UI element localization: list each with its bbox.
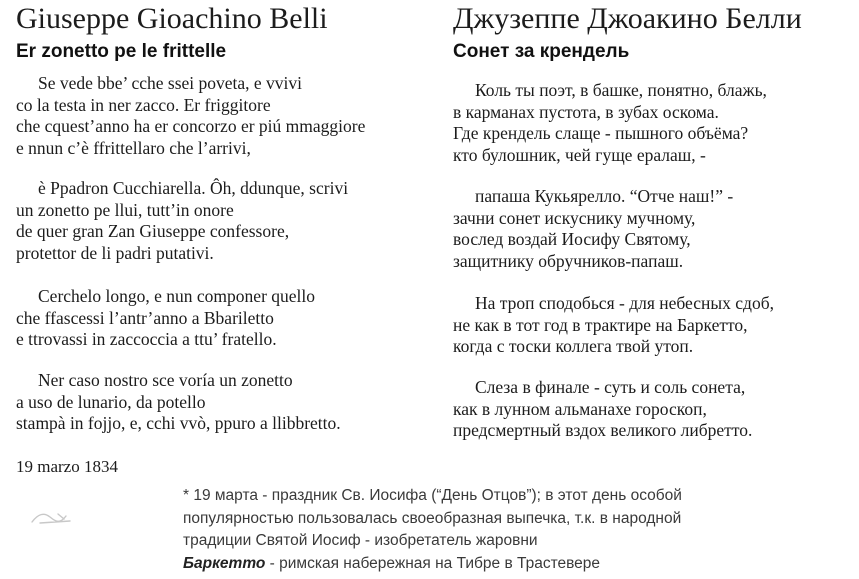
stanza-2-russian [453, 186, 733, 272]
poem-title-russian: Сонет за крендель [453, 41, 630, 62]
stanza-4-russian [453, 377, 752, 442]
poem-line: как в лунном альманахе гороскоп, [453, 398, 707, 419]
poem-line: вослед воздай Иосифу Святому, [453, 229, 691, 249]
poem-line: кто булошник, чей гуще ералаш, - [453, 144, 706, 165]
stanza-3-italian [16, 286, 315, 351]
footnote-definition [183, 553, 682, 576]
poem-line: защитнику обручников-папаш. [453, 250, 684, 271]
poem-line: co la testa in ner zacco. Er friggitore [16, 94, 271, 115]
poem-line: Ner caso nostro sce voría un zonetto [38, 370, 293, 390]
footnote-line: популярностью пользовалась своеобразная выпечка, т.к. в народной [183, 509, 682, 527]
poem-line: de quer gran Zan Giuseppe confessore, [16, 221, 290, 241]
poem-line: предсмертный вздох великого либретто. [453, 420, 753, 440]
poem-line: protettor de li padri putativi. [16, 242, 214, 263]
poem-line: Где крендель слаще - пышного объёма? [453, 123, 749, 143]
author-name-russian: Джузеппе Джоакино Белли [453, 2, 802, 35]
stanza-1-italian [16, 73, 365, 159]
stanza-3-russian [453, 293, 774, 358]
signature-scribble-icon [30, 508, 76, 528]
author-name-italian: Giuseppe Gioachino Belli [16, 2, 328, 35]
poem-date: 19 marzo 1834 [16, 457, 118, 476]
footnote-term: Баркетто [183, 554, 266, 572]
poem-line: Se vede bbe’ cche ssei poveta, e vvivi [38, 73, 303, 93]
poem-line: когда с тоски коллега твой утоп. [453, 336, 694, 356]
poem-line: e nnun c’è ffrittellaro che l’arrivi, [16, 137, 251, 158]
poem-line: Слеза в финале - суть и соль сонета, [475, 377, 746, 397]
poem-line: Коль ты поэт, в башке, понятно, блажь, [475, 80, 767, 100]
poem-line: Cerchelo longo, e nun componer quello [38, 286, 316, 306]
footnote-term-definition: - римская набережная на Тибре в Трастевере [265, 554, 601, 572]
poem-line: На троп сподобься - для небесных сдоб, [475, 293, 774, 313]
poem-line: un zonetto pe llui, tutt’in onore [16, 199, 234, 220]
poem-line: не как в тот год в трактире на Баркетто, [453, 314, 748, 335]
poem-line: в карманах пустота, в зубах оскома. [453, 101, 719, 122]
poem-line: stampà in fojjo, e, cchi vvò, ppuro a llibbretto. [16, 413, 341, 433]
footnote-line: * 19 марта - праздник Св. Иосифа (“День Отцов”); в этот день особой [183, 487, 682, 504]
poem-line: che ffascessi l’antr’anno a Bbariletto [16, 307, 274, 328]
stanza-4-italian [16, 370, 341, 435]
poem-line: зачни сонет искуснику мучному, [453, 207, 696, 228]
poem-line: a uso de lunario, da potello [16, 391, 206, 412]
poem-title-italian: Er zonetto pe le frittelle [16, 41, 227, 62]
poem-line: che cquest’anno ha er concorzo er piú mmaggiore [16, 116, 366, 136]
footnote [183, 485, 682, 575]
poem-line: e ttrovassi in zaccoccia a ttu’ fratello. [16, 329, 277, 349]
poem-line: è Ppadron Cucchiarella. Ôh, ddunque, scrivi [38, 178, 349, 198]
poem-line: папаша Кукьярелло. “Отче наш!” - [475, 186, 734, 206]
footnote-line: традиции Святой Иосиф - изобретатель жаровни [183, 532, 538, 549]
stanza-2-italian [16, 178, 348, 264]
stanza-1-russian [453, 80, 767, 166]
